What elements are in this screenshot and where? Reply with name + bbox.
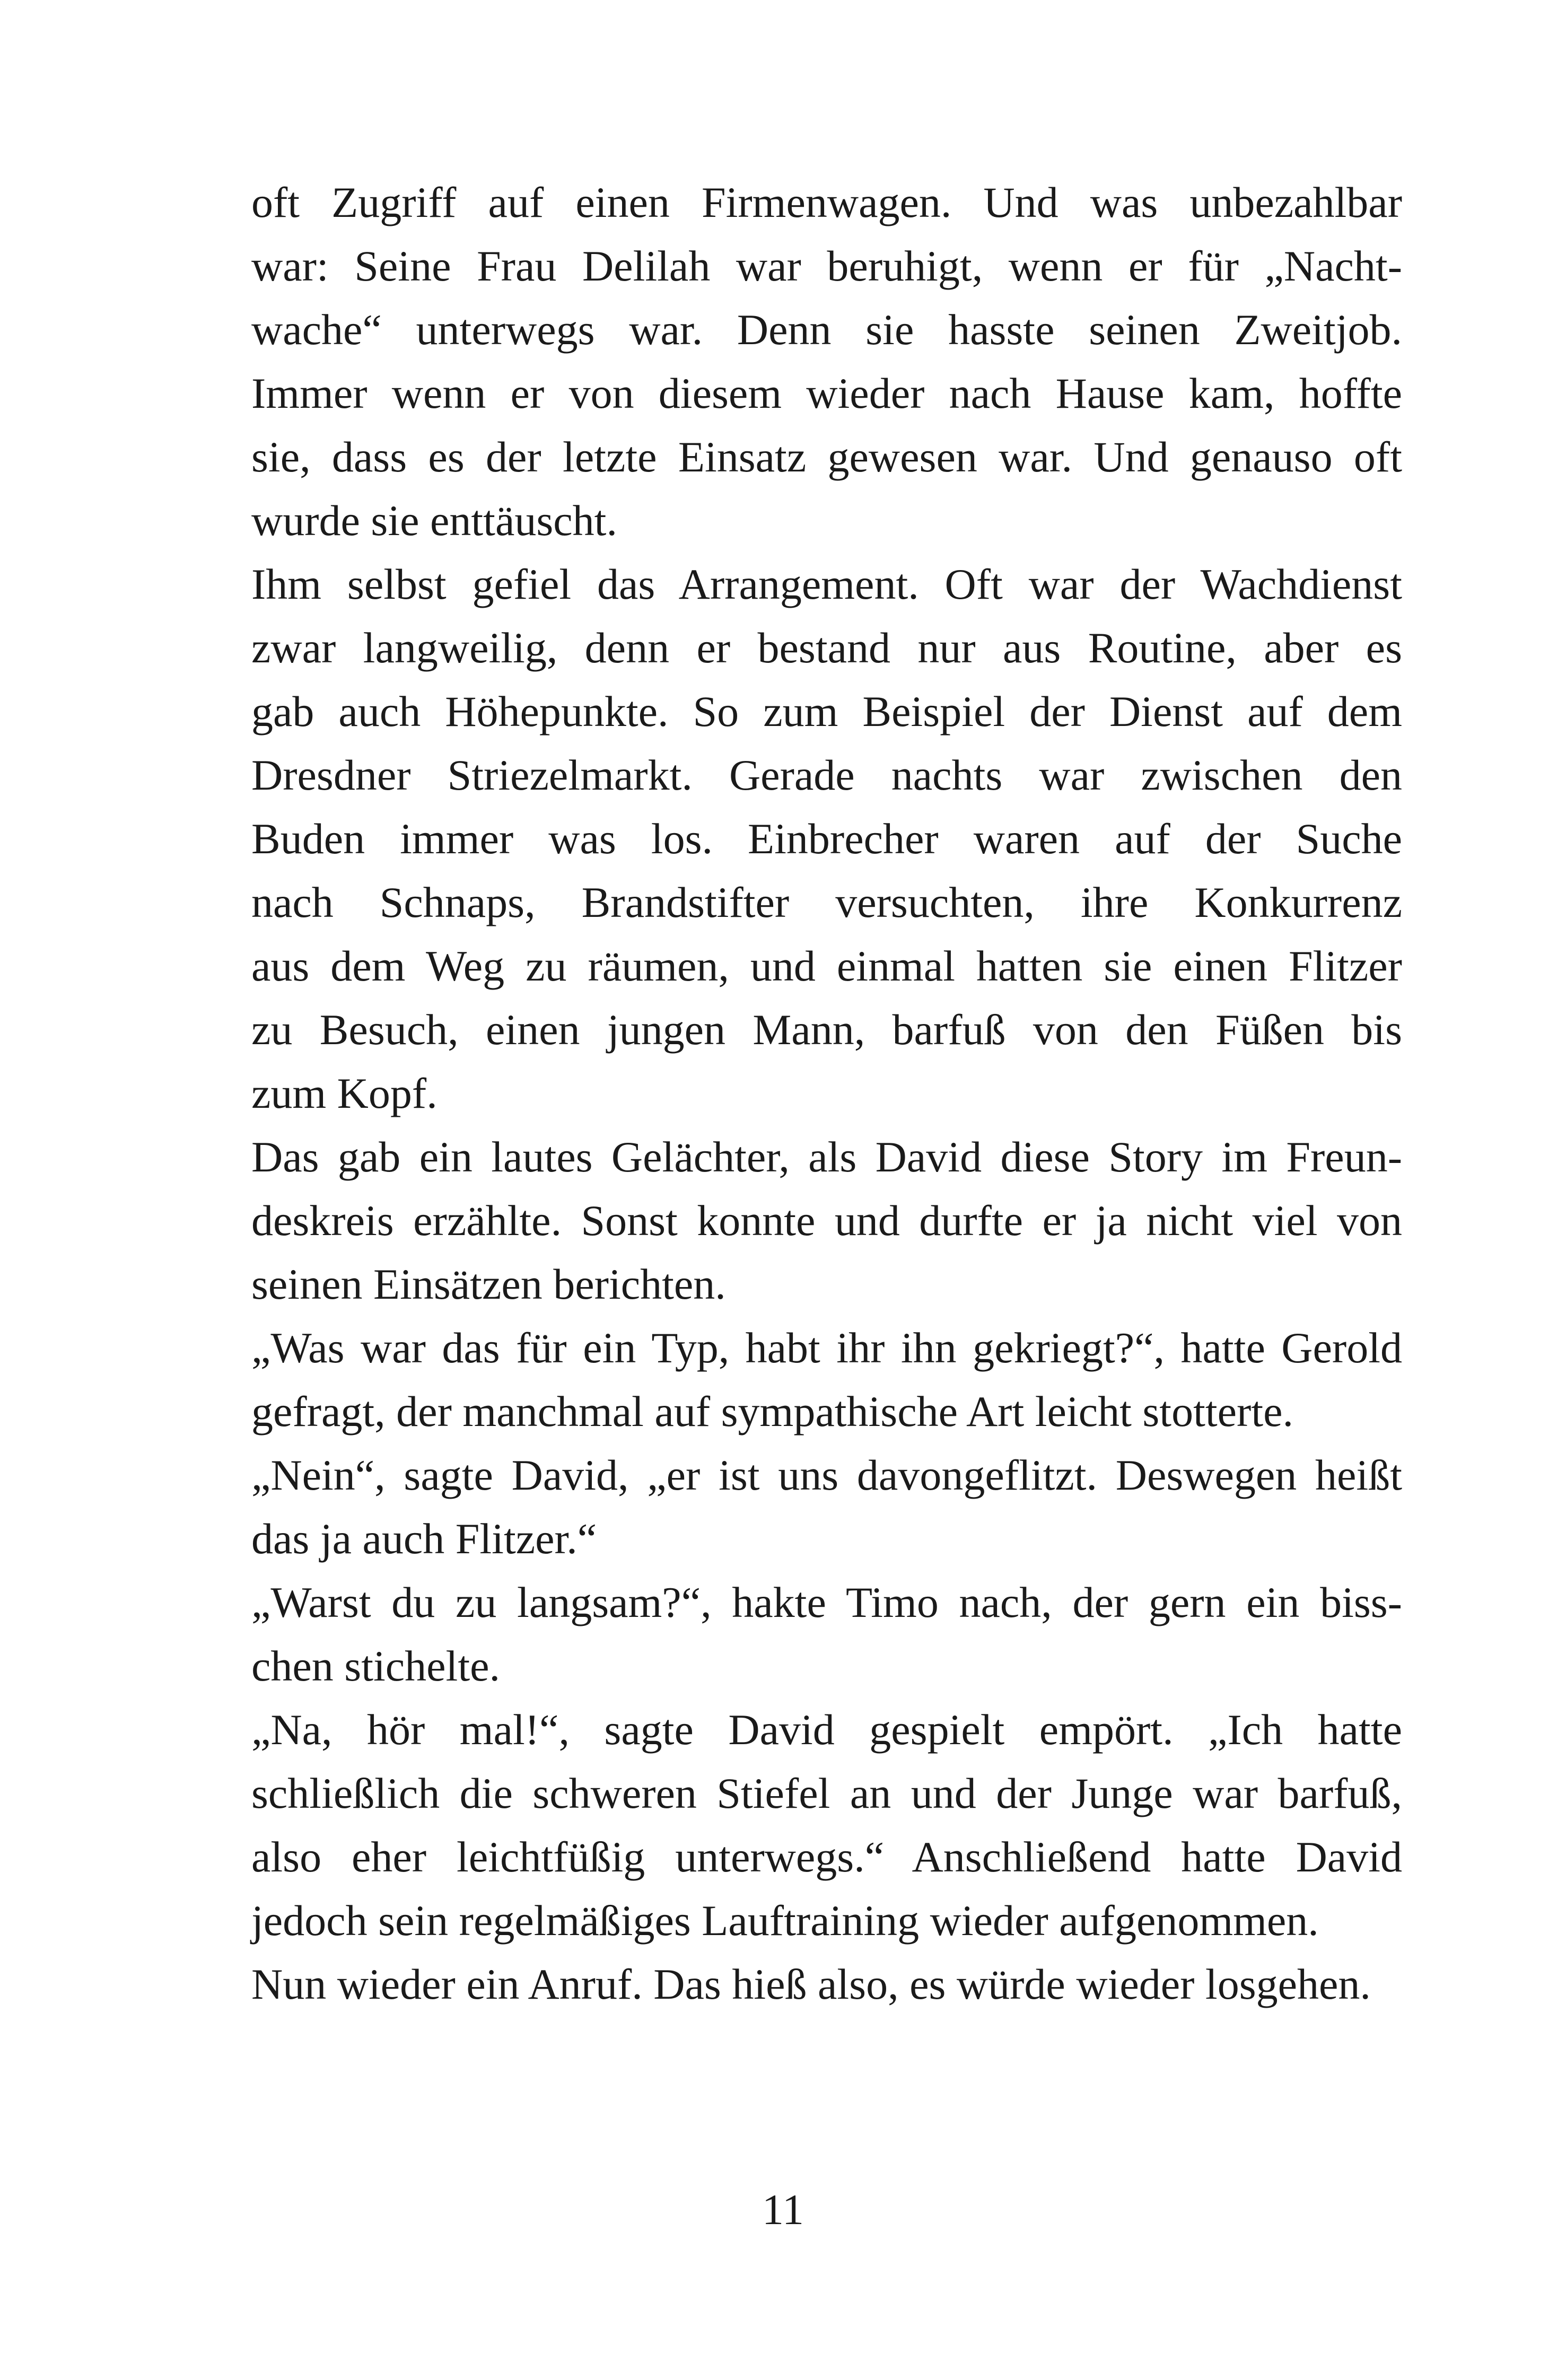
text-line: also eher leichtfüßig unterwegs.“ Anschließend hatte David <box>251 1833 1402 1881</box>
text-line: Dresdner Striezelmarkt. Gerade nachts war zwischen den <box>251 751 1402 799</box>
text-line: oft Zugriff auf einen Firmenwagen. Und was unbezahlbar <box>251 178 1402 226</box>
text-line: wurde sie enttäuscht. <box>251 496 617 545</box>
text-line: deskreis erzählte. Sonst konnte und durfte er ja nicht viel von <box>251 1196 1402 1245</box>
text-line: nach Schnaps, Brandstifter versuchten, ihre Konkurrenz <box>251 878 1402 926</box>
text-line: zu Besuch, einen jungen Mann, barfuß von den Füßen bis <box>251 1005 1402 1054</box>
text-line: schließlich die schweren Stiefel an und der Junge war barfuß, <box>251 1769 1402 1817</box>
text-line: seinen Einsätzen berichten. <box>251 1260 726 1308</box>
body-text <box>251 171 1402 2016</box>
text-line: gab auch Höhepunkte. So zum Beispiel der Dienst auf dem <box>251 687 1402 736</box>
text-line: „Was war das für ein Typ, habt ihr ihn gekriegt?“, hatte Gerold <box>251 1324 1402 1372</box>
text-line: zum Kopf. <box>251 1069 438 1117</box>
text-line: „Warst du zu langsam?“, hakte Timo nach, der gern ein biss- <box>251 1578 1402 1626</box>
text-line: chen stichelte. <box>251 1642 501 1690</box>
text-line: aus dem Weg zu räumen, und einmal hatten sie einen Flitzer <box>251 942 1402 990</box>
text-line: Ihm selbst gefiel das Arrangement. Oft war der Wachdienst <box>251 560 1402 608</box>
text-line: „Na, hör mal!“, sagte David gespielt empört. „Ich hatte <box>251 1705 1402 1754</box>
text-line: war: Seine Frau Delilah war beruhigt, wenn er für „Nacht- <box>251 242 1402 290</box>
text-line: „Nein“, sagte David, „er ist uns davongeflitzt. Deswegen heißt <box>251 1451 1402 1499</box>
text-line: jedoch sein regelmäßiges Lauftraining wieder aufgenommen. <box>251 1896 1319 1945</box>
text-line: Buden immer was los. Einbrecher waren auf der Suche <box>251 815 1402 863</box>
text-line: zwar langweilig, denn er bestand nur aus Routine, aber es <box>251 624 1402 672</box>
text-line: das ja auch Flitzer.“ <box>251 1515 597 1563</box>
text-line: Das gab ein lautes Gelächter, als David diese Story im Freun- <box>251 1133 1402 1181</box>
text-line: Nun wieder ein Anruf. Das hieß also, es würde wieder losgehen. <box>251 1960 1371 2008</box>
text-line: wache“ unterwegs war. Denn sie hasste seinen Zweitjob. <box>251 305 1402 354</box>
text-line: gefragt, der manchmal auf sympathische Art leicht stotterte. <box>251 1387 1294 1436</box>
text-line: sie, dass es der letzte Einsatz gewesen war. Und genauso oft <box>251 433 1402 481</box>
text-line: Immer wenn er von diesem wieder nach Hause kam, hoffte <box>251 369 1402 417</box>
page-number: 11 <box>762 2185 804 2234</box>
